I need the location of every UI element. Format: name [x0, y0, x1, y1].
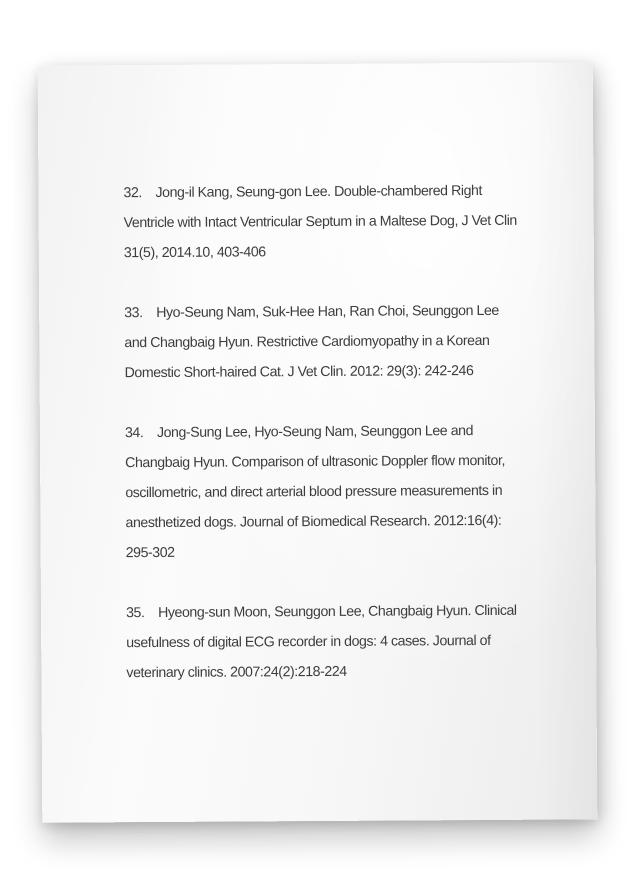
reference-text: Hyo-Seung Nam, Suk-Hee Han, Ran Choi, Seunggon Lee and Changbaig Hyun. Restrictive Cardiomyopathy in a Korean Domestic Short-haired Cat. J Vet Clin. 2012: 29(3): 242-246 [124, 302, 499, 382]
reference-number: 34. [124, 425, 144, 442]
reference-list [123, 176, 524, 718]
reference-item [124, 296, 523, 388]
reference-number: 35. [125, 605, 145, 622]
reference-item [123, 176, 522, 268]
reference-text: Jong-il Kang, Seung-gon Lee. Double-chambered Right Ventricle with Intact Ventricular Septum in a Maltese Dog, J Vet Clin 31(5), 2014.10, 403-406 [123, 182, 517, 262]
reference-text: Hyeong-sun Moon, Seunggon Lee, Changbaig Hyun. Clinical usefulness of digital ECG recorder in dogs: 4 cases. Journal of veterinary clinics. 2007:24(2):218-224 [126, 602, 517, 682]
reference-item [125, 416, 524, 568]
paper-sheet [38, 62, 598, 822]
reference-number: 32. [123, 185, 142, 202]
reference-item [126, 596, 525, 688]
reference-text: Jong-Sung Lee, Hyo-Seung Nam, Seunggon Lee and Changbaig Hyun. Comparison of ultrasonic Doppler flow monitor, oscillometric, and direct arterial blood pressure measurements in anesthetized dogs. Journal of Biomedical Research. 2012:16(4): 295-302 [125, 423, 505, 562]
reference-number: 33. [124, 305, 143, 322]
